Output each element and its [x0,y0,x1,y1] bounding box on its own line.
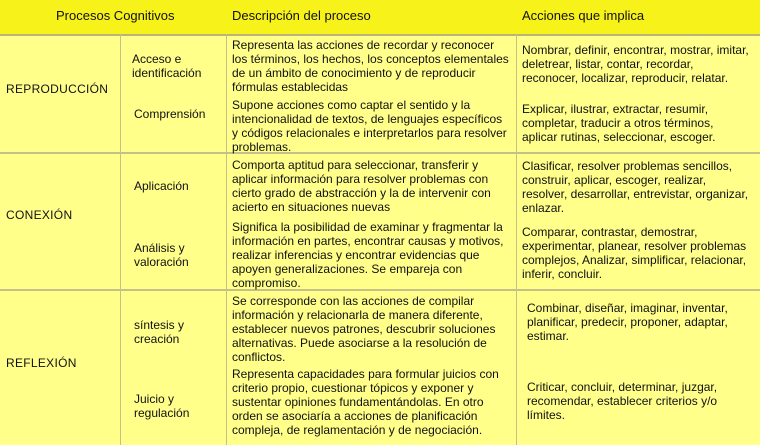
column-divider [226,34,227,445]
process-name: Análisis y valoración [134,241,189,269]
category-conexion: CONEXIÓN [6,208,73,222]
process-name: Comprensión [134,107,206,121]
category-reproduccion: REPRODUCCIÓN [6,82,109,96]
header-process-description: Descripción del proceso [232,8,371,23]
process-description: Comporta aptitud para seleccionar, transferir y aplicar información para resolver problemas con cierto grado de abstracción y la de intervenir con acierto en situaciones nuevas [232,158,491,214]
category-reflexion: REFLEXIÓN [6,356,77,370]
process-name: Juicio y regulación [134,392,190,420]
process-actions: Nombrar, definir, encontrar, mostrar, imitar, deletrear, listar, contar, recordar, reconocer, localizar, reproducir, relatar. [522,43,749,85]
process-description: Representa capacidades para formular juicios con criterio propio, cuestionar tópicos y exponer y sustentar opiniones fundamentándolas. En otro orden se asociaría a acciones de planificación compleja, de reglamentación y de negociación. [232,367,499,437]
process-actions: Comparar, contrastar, demostrar, experimentar, planear, resolver problemas complejos, Analizar, simplificar, relacionar, inferir, concluir. [522,225,747,281]
process-description: Representa las acciones de recordar y reconocer los términos, los hechos, los conceptos elementales de un ámbito de conocimiento y de reproducir fórmulas establecidas [232,38,509,94]
process-description: Significa la posibilidad de examinar y fragmentar la información en partes, encontrar causas y motivos, realizar inferencias y encontrar evidencias que apoyen generalizaciones. Se empareja con compromiso. [232,220,504,290]
column-divider [516,34,517,445]
process-actions: Criticar, concluir, determinar, juzgar, recomendar, establecer criterios y/o límites. [527,380,718,422]
header-cognitive-processes: Procesos Cognitivos [56,8,175,23]
process-name: Acceso e identificación [132,52,202,80]
header-actions: Acciones que implica [522,8,645,23]
process-actions: Explicar, ilustrar, extractar, resumir, completar, traducir a otros términos, aplicar rutinas, seleccionar, escoger. [522,102,716,144]
process-name: Aplicación [134,179,189,193]
table-header [0,0,760,36]
process-name: síntesis y creación [134,318,185,346]
process-actions: Clasificar, resolver problemas sencillos, construir, aplicar, escoger, realizar, resolver, desarrollar, entrevistar, organizar, enlazar. [522,159,749,215]
process-actions: Combinar, diseñar, imaginar, inventar, planificar, predecir, proponer, adaptar, estimar. [527,301,728,343]
process-description: Se corresponde con las acciones de compilar información y relacionarla de manera diferente, establecer nuevos patrones, descubrir soluciones alternativas. Puede asociarse a la resolución de conflictos. [232,294,496,364]
column-divider [120,34,121,445]
process-description: Supone acciones como captar el sentido y la intencionalidad de textos, de lenguajes específicos y códigos relacionales e interpretarlos para resolver problemas. [232,98,507,154]
